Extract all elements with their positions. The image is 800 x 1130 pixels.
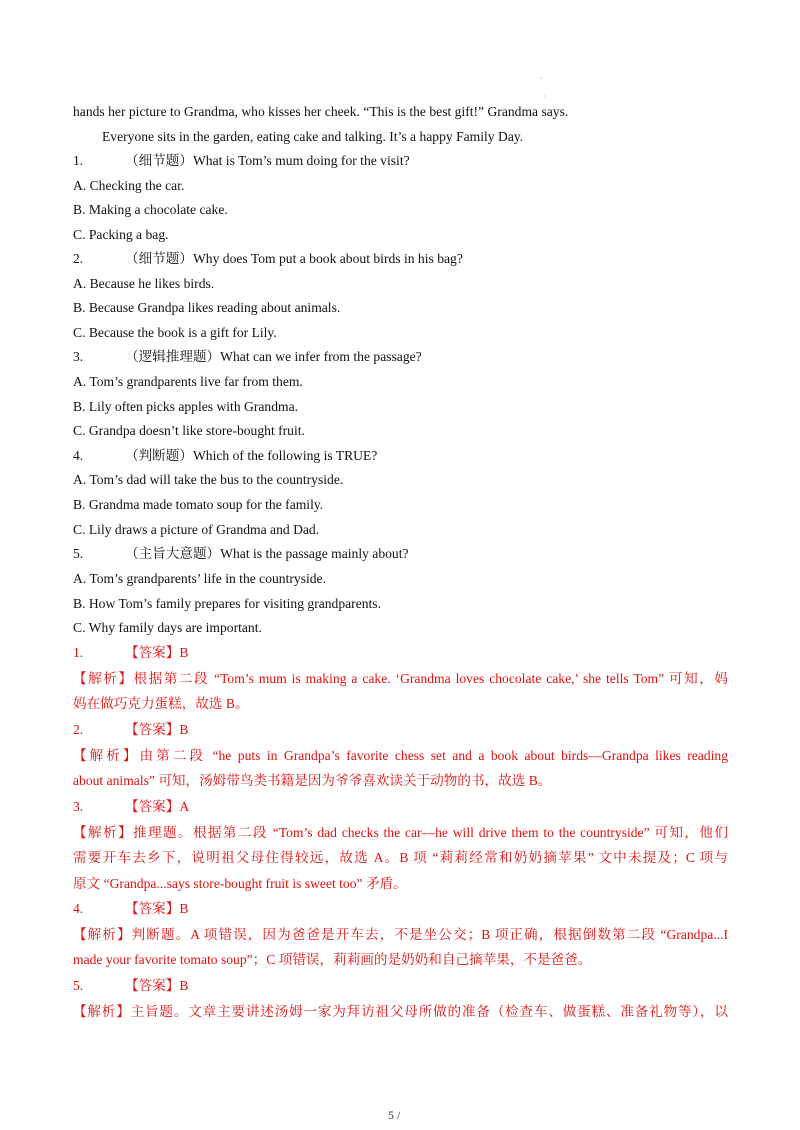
option: B. Grandma made tomato soup for the family. xyxy=(73,497,324,512)
question-text: What can we infer from the passage? xyxy=(220,349,422,364)
option: B. Making a chocolate cake. xyxy=(73,202,228,217)
question xyxy=(73,446,728,466)
analysis-line: made your favorite tomato soup”；C 项错误，莉莉画的是奶奶和自己摘苹果，不是爸爸。 xyxy=(73,952,592,967)
analysis-line: 【解析】推理题。根据第二段 “Tom’s dad checks the car—he will drive them to the countryside” 可知，他们 xyxy=(73,825,728,840)
option: A. Checking the car. xyxy=(73,178,185,193)
passage-line: Everyone sits in the garden, eating cake and talking. It’s a happy Family Day. xyxy=(102,129,524,144)
answer-key: 【答案】B xyxy=(125,645,189,660)
question-type: （逻辑推理题） xyxy=(125,349,221,364)
answer xyxy=(73,643,728,663)
answer xyxy=(73,976,728,996)
analysis-line: about animals” 可知，汤姆带鸟类书籍是因为爷爷喜欢读关于动物的书，故选 B。 xyxy=(73,773,552,788)
option: A. Tom’s grandparents live far from them. xyxy=(73,374,303,389)
answer-key: 【答案】B xyxy=(125,722,189,737)
answer-key: 【答案】B xyxy=(125,901,189,916)
option: C. Packing a bag. xyxy=(73,227,169,242)
option: B. Lily often picks apples with Grandma. xyxy=(73,399,299,414)
question-number: 2. xyxy=(73,251,84,266)
option: A. Because he likes birds. xyxy=(73,276,215,291)
answer xyxy=(73,797,728,817)
analysis-line: 【解析】根据第二段 “Tom’s mum is making a cake. ‘Grandma loves chocolate cake,’ she tells Tom” 可知，妈 xyxy=(73,671,728,686)
answer xyxy=(73,899,728,919)
analysis-line: 【解析】判断题。A 项错误，因为爸爸是开车去，不是坐公交；B 项正确，根据倒数第二段 “Grandpa...I xyxy=(73,927,728,942)
page-number: 5 / xyxy=(388,1108,401,1122)
question xyxy=(73,151,728,171)
passage-line: hands her picture to Grandma, who kisses her cheek. “This is the best gift!” Grandma says. xyxy=(73,104,569,119)
scan-dot: · xyxy=(543,92,546,101)
answer-number: 5. xyxy=(73,978,84,993)
scan-dot: · xyxy=(540,74,543,83)
option: B. How Tom’s family prepares for visiting grandparents. xyxy=(73,596,381,611)
option: B. Because Grandpa likes reading about animals. xyxy=(73,300,341,315)
question xyxy=(73,249,728,269)
analysis-line: 妈在做巧克力蛋糕，故选 B。 xyxy=(73,696,249,711)
option: C. Lily draws a picture of Grandma and Dad. xyxy=(73,522,320,537)
option: C. Grandpa doesn’t like store-bought fruit. xyxy=(73,423,305,438)
option: C. Why family days are important. xyxy=(73,620,262,635)
question-number: 1. xyxy=(73,153,84,168)
analysis-line: 需要开车去乡下，说明祖父母住得较远，故选 A。B 项 “莉莉经常和奶奶摘苹果” 文中未提及；C 项与 xyxy=(73,850,728,865)
question-type: （细节题） xyxy=(125,153,193,168)
answer-key: 【答案】B xyxy=(125,978,189,993)
question xyxy=(73,544,728,564)
question-type: （主旨大意题） xyxy=(125,546,221,561)
answer xyxy=(73,720,728,740)
option: C. Because the book is a gift for Lily. xyxy=(73,325,277,340)
answer-number: 3. xyxy=(73,799,84,814)
answer-number: 1. xyxy=(73,645,84,660)
question xyxy=(73,347,728,367)
question-text: What is the passage mainly about? xyxy=(220,546,409,561)
answer-key: 【答案】A xyxy=(125,799,190,814)
question-number: 3. xyxy=(73,349,84,364)
question-type: （判断题） xyxy=(125,448,193,463)
question-text: Which of the following is TRUE? xyxy=(192,448,378,463)
option: A. Tom’s dad will take the bus to the countryside. xyxy=(73,472,344,487)
answer-number: 4. xyxy=(73,901,84,916)
analysis-line: 【解析】主旨题。文章主要讲述汤姆一家为拜访祖父母所做的准备（检查车、做蛋糕、准备礼物等），以 xyxy=(73,1004,728,1019)
question-text: What is Tom’s mum doing for the visit? xyxy=(192,153,410,168)
question-number: 5. xyxy=(73,546,84,561)
analysis-line: 原文 “Grandpa...says store-bought fruit is sweet too” 矛盾。 xyxy=(73,876,407,891)
question-number: 4. xyxy=(73,448,84,463)
answer-number: 2. xyxy=(73,722,84,737)
question-type: （细节题） xyxy=(125,251,193,266)
analysis-line: 【解析】由第二段 “he puts in Grandpa’s favorite chess set and a book about birds—Grandpa likes reading xyxy=(73,748,728,763)
question-text: Why does Tom put a book about birds in his bag? xyxy=(192,251,463,266)
option: A. Tom’s grandparents’ life in the countryside. xyxy=(73,571,326,586)
